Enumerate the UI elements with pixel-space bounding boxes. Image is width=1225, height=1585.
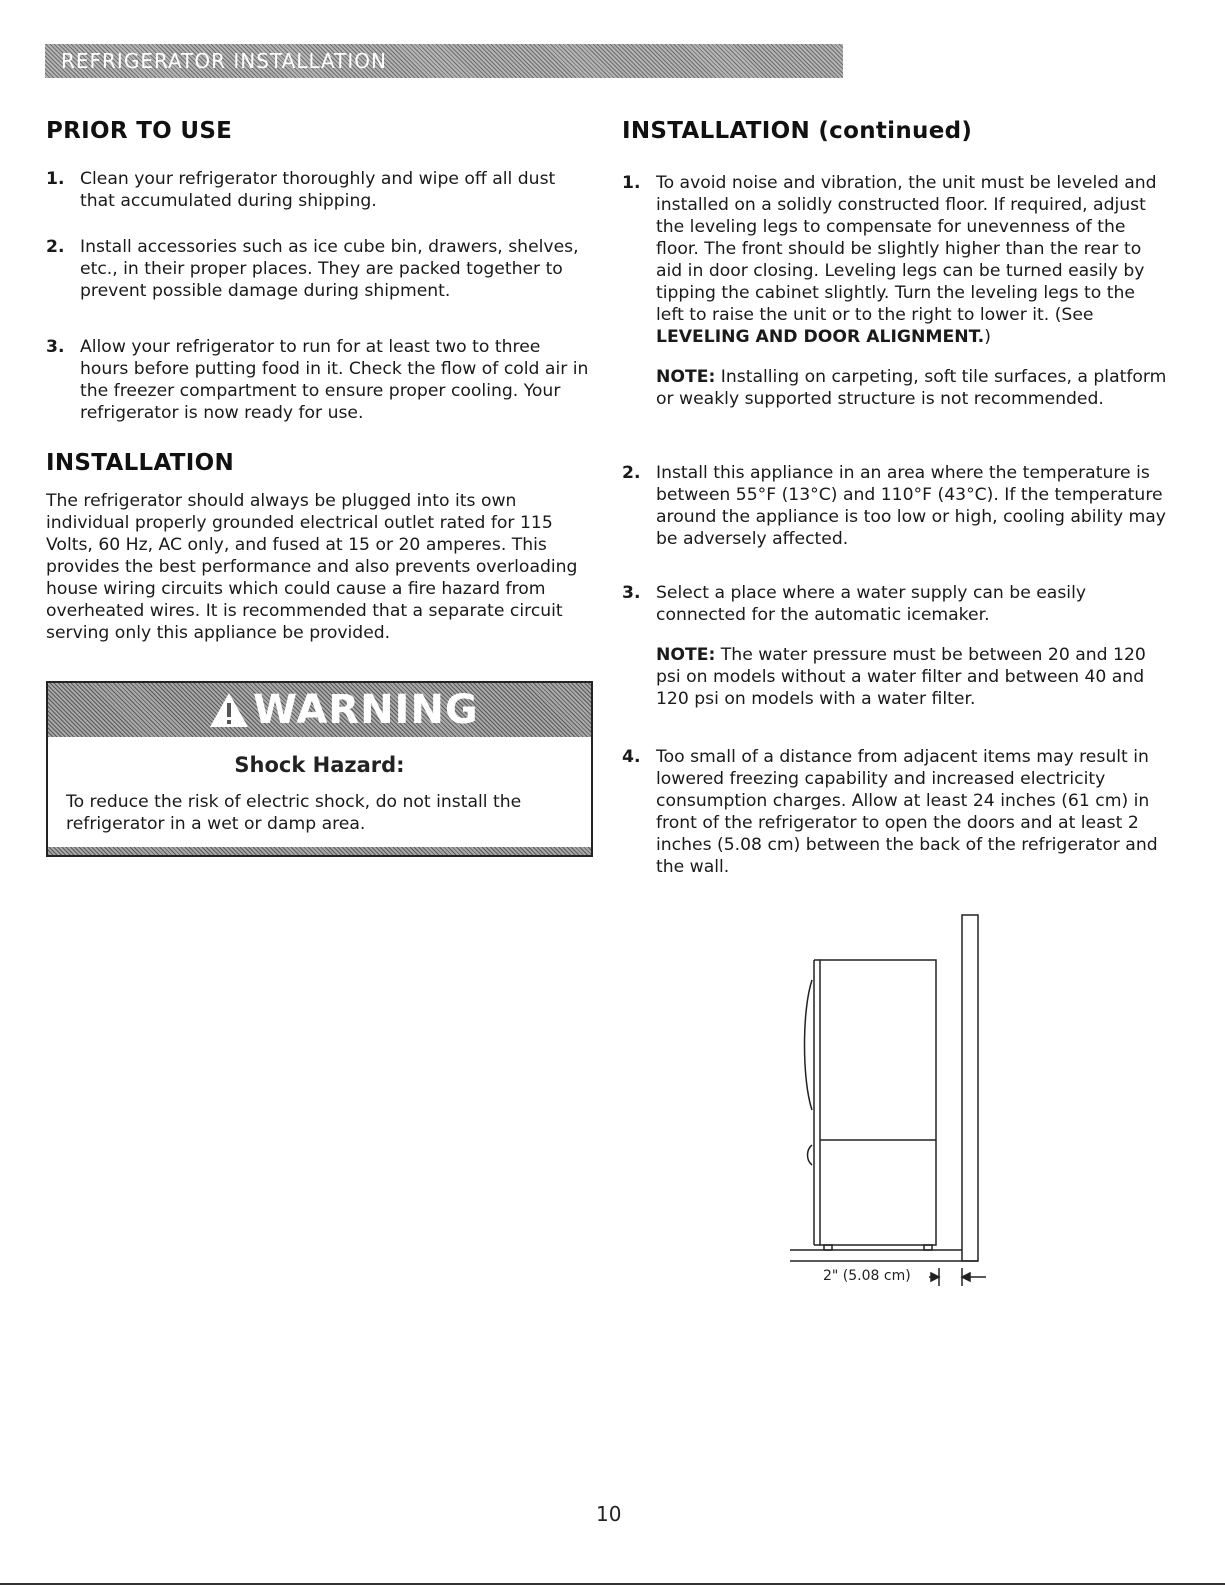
continued-item-3 bbox=[622, 582, 1167, 710]
refrigerator-cabinet bbox=[820, 960, 936, 1245]
prior-item-1-text: Clean your refrigerator thoroughly and wipe off all dust that accumulated during shipping. bbox=[80, 169, 556, 211]
warning-header bbox=[48, 683, 591, 737]
continued-item-1-close: ) bbox=[984, 327, 991, 347]
installation-paragraph: The refrigerator should always be plugged into its own individual properly grounded electrical outlet rated for 115 Volts, 60 Hz, AC only, and fused at 15 or 20 amperes. This provides the best performance and also prevents overloading house wiring circuits which could cause a fire hazard from overheated wires. It is recommended that a separate circuit serving only this appliance be provided. bbox=[46, 491, 578, 643]
prior-item-3-number: 3. bbox=[46, 337, 65, 357]
clearance-label: 2" (5.08 cm) bbox=[823, 1268, 911, 1284]
note-label-3: NOTE: bbox=[656, 645, 716, 665]
prior-item-2 bbox=[46, 236, 594, 302]
page-number: 10 bbox=[596, 1502, 622, 1526]
installation-heading: INSTALLATION bbox=[46, 450, 235, 476]
prior-item-1-number: 1. bbox=[46, 169, 65, 189]
clearance-diagram bbox=[790, 910, 1000, 1295]
continued-item-2-number: 2. bbox=[622, 463, 641, 483]
warning-triangle-icon bbox=[208, 691, 250, 729]
continued-item-1 bbox=[622, 172, 1167, 410]
section-banner-title: REFRIGERATOR INSTALLATION bbox=[61, 49, 387, 73]
continued-item-1-text bbox=[656, 172, 1167, 348]
prior-item-3-text: Allow your refrigerator to run for at least two to three hours before putting food in it. Check the flow of cold air in the freezer compartment to ensure proper cooling. Your refrigerator is now ready for use. bbox=[80, 337, 589, 423]
note-text-3: The water pressure must be between 20 and 120 psi on models without a water filter and between 40 and 120 psi on models with a water filter. bbox=[656, 645, 1146, 709]
warning-text: To reduce the risk of electric shock, do not install the refrigerator in a wet or damp area. bbox=[66, 792, 522, 834]
prior-item-2-text: Install accessories such as ice cube bin, drawers, shelves, etc., in their proper places. They are packed together to prevent possible damage during shipment. bbox=[80, 237, 579, 301]
continued-item-2 bbox=[622, 462, 1167, 550]
continued-item-4-number: 4. bbox=[622, 747, 641, 767]
continued-item-3-text: Select a place where a water supply can be easily connected for the automatic icemaker. bbox=[656, 583, 1087, 625]
prior-to-use-heading: PRIOR TO USE bbox=[46, 118, 233, 144]
continued-item-3-number: 3. bbox=[622, 583, 641, 603]
warning-box bbox=[46, 681, 593, 857]
continued-item-1-number: 1. bbox=[622, 173, 641, 193]
continued-item-2-text: Install this appliance in an area where the temperature is between 55°F (13°C) and 110°F (43°C). If the temperature around the appliance is too low or high, cooling ability may be adversely affected. bbox=[656, 463, 1166, 549]
wall-shape bbox=[962, 915, 978, 1261]
warning-subtitle: Shock Hazard: bbox=[234, 753, 405, 777]
prior-item-2-number: 2. bbox=[46, 237, 65, 257]
prior-item-1 bbox=[46, 168, 594, 212]
note-text-1: Installing on carpeting, soft tile surfaces, a platform or weakly supported structure is not recommended. bbox=[656, 367, 1167, 409]
continued-item-1-note bbox=[656, 366, 1167, 410]
continued-item-4-text: Too small of a distance from adjacent items may result in lowered freezing capability and increased electricity consumption charges. Allow at least 24 inches (61 cm) in front of the refrigerator to open the doors and at least 2 inches (5.08 cm) between the back of the refrigerator and the wall. bbox=[656, 747, 1158, 877]
continued-item-1-body: To avoid noise and vibration, the unit must be leveled and installed on a solidly constructed floor. If required, adjust the leveling legs to compensate for unevenness of the floor. The front should be slightly higher than the rear to aid in door closing. Leveling legs can be turned easily by tipping the cabinet slightly. Turn the leveling legs to the left to raise the unit or to the right to lower it. (See bbox=[656, 173, 1157, 325]
continued-item-3-note bbox=[656, 644, 1167, 710]
section-banner bbox=[45, 44, 843, 78]
installation-continued-heading: INSTALLATION (continued) bbox=[622, 118, 973, 144]
note-label-1: NOTE: bbox=[656, 367, 716, 387]
leveling-reference: LEVELING AND DOOR ALIGNMENT. bbox=[656, 327, 985, 347]
warning-label: WARNING bbox=[253, 687, 479, 733]
prior-item-3 bbox=[46, 336, 594, 424]
continued-item-4 bbox=[622, 746, 1167, 878]
warning-footer-band bbox=[48, 847, 591, 855]
